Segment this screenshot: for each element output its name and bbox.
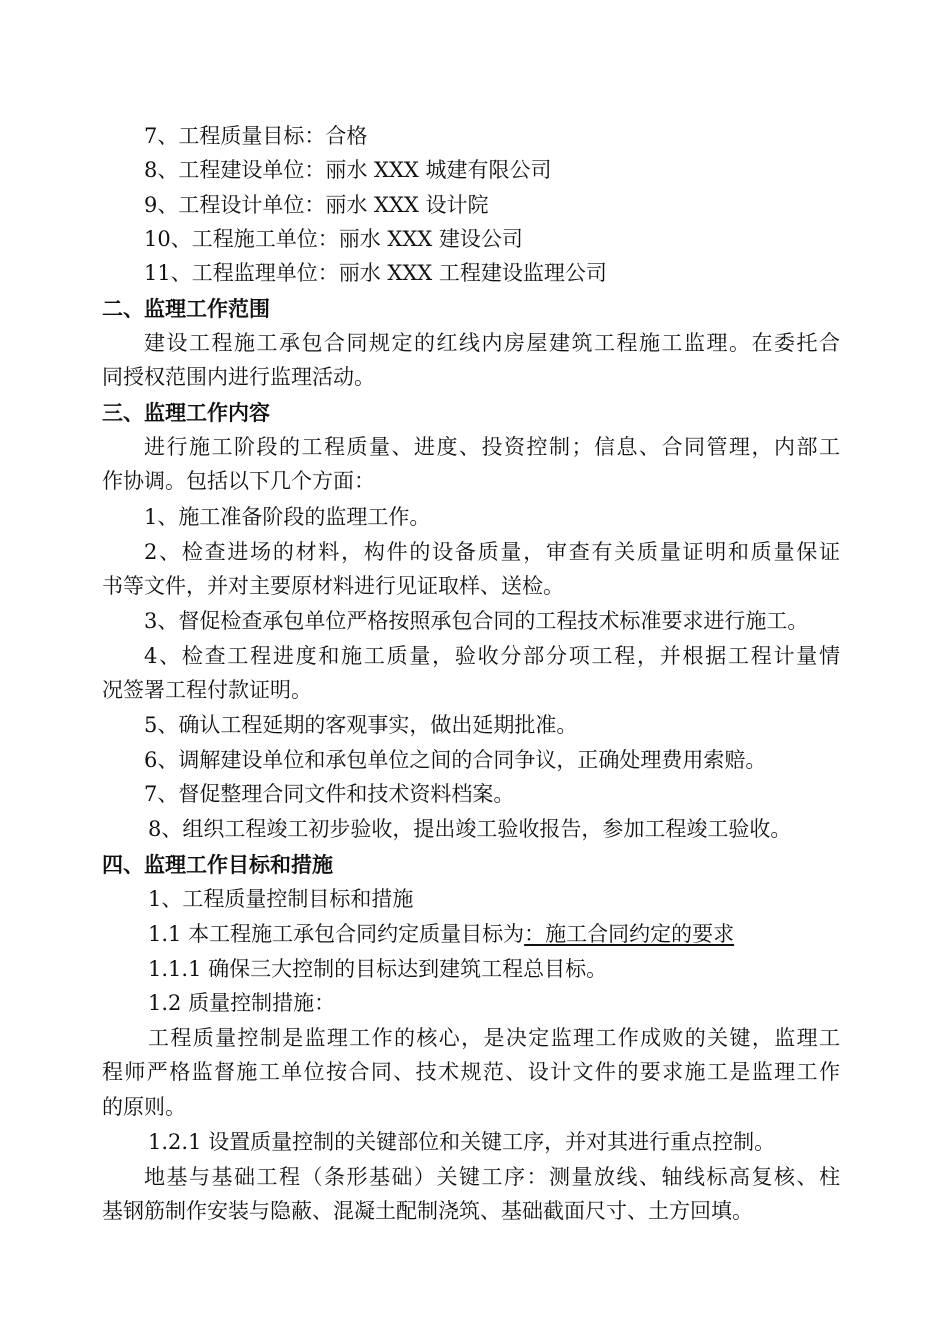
subsection-line: 1.1.1 确保三大控制的目标达到建筑工程总目标。 bbox=[148, 957, 608, 981]
section-heading-content: 三、监理工作内容 bbox=[102, 400, 270, 425]
list-item: 8、组织工程竣工初步验收，提出竣工验收报告，参加工程竣工验收。 bbox=[148, 817, 792, 841]
project-info-quality-target: 7、工程质量目标：合格 bbox=[144, 124, 368, 148]
list-item: 5、确认工程延期的客观事实，做出延期批准。 bbox=[144, 713, 578, 737]
project-info-owner: 8、工程建设单位：丽水 XXX 城建有限公司 bbox=[144, 158, 552, 182]
list-item: 1、施工准备阶段的监理工作。 bbox=[144, 505, 431, 529]
list-item-continued: 况签署工程付款证明。 bbox=[102, 678, 312, 702]
subsection-heading: 1.2 质量控制措施： bbox=[148, 991, 336, 1015]
section-heading-scope: 二、监理工作范围 bbox=[102, 296, 270, 321]
list-item: 6、调解建设单位和承包单位之间的合同争议，正确处理费用索赔。 bbox=[144, 748, 767, 772]
project-info-supervisor: 11、工程监理单位：丽水 XXX 工程建设监理公司 bbox=[144, 261, 607, 285]
quality-target-line bbox=[148, 919, 734, 949]
paragraph-line: 的原则。 bbox=[102, 1095, 186, 1119]
list-item: 2、检查进场的材料，构件的设备质量，审查有关质量证明和质量保证 bbox=[144, 540, 840, 564]
subsection-line: 1.2.1 设置质量控制的关键部位和关键工序，并对其进行重点控制。 bbox=[148, 1130, 776, 1154]
project-info-designer: 9、工程设计单位：丽水 XXX 设计院 bbox=[144, 193, 489, 217]
quality-target-value: ：施工合同约定的要求 bbox=[524, 922, 735, 946]
list-item: 3、督促检查承包单位严格按照承包合同的工程技术标准要求进行施工。 bbox=[144, 609, 809, 633]
section-heading-goals: 四、监理工作目标和措施 bbox=[102, 852, 333, 877]
list-item: 7、督促整理合同文件和技术资料档案。 bbox=[144, 782, 515, 806]
subsection-heading: 1、工程质量控制目标和措施 bbox=[148, 887, 414, 911]
paragraph-line: 作协调。包括以下几个方面： bbox=[102, 469, 375, 493]
paragraph-line: 程师严格监督施工单位按合同、技术规范、设计文件的要求施工是监理工作 bbox=[102, 1060, 840, 1084]
list-item-continued: 书等文件，并对主要原材料进行见证取样、送检。 bbox=[102, 574, 564, 598]
paragraph-line: 基钢筋制作安装与隐蔽、混凝土配制浇筑、基础截面尺寸、土方回填。 bbox=[102, 1199, 753, 1223]
paragraph-line: 同授权范围内进行监理活动。 bbox=[102, 365, 375, 389]
project-info-contractor: 10、工程施工单位：丽水 XXX 建设公司 bbox=[144, 227, 523, 251]
paragraph-line: 地基与基础工程（条形基础）关键工序：测量放线、轴线标高复核、柱 bbox=[144, 1165, 840, 1189]
paragraph-line: 进行施工阶段的工程质量、进度、投资控制；信息、合同管理，内部工 bbox=[144, 435, 840, 459]
paragraph-line: 工程质量控制是监理工作的核心，是决定监理工作成败的关键，监理工 bbox=[148, 1026, 840, 1050]
paragraph-line: 建设工程施工承包合同规定的红线内房屋建筑工程施工监理。在委托合 bbox=[144, 331, 840, 355]
quality-target-label: 1.1 本工程施工承包合同约定质量目标为 bbox=[148, 922, 525, 946]
list-item: 4、检查工程进度和施工质量，验收分部分项工程，并根据工程计量情 bbox=[144, 644, 840, 668]
